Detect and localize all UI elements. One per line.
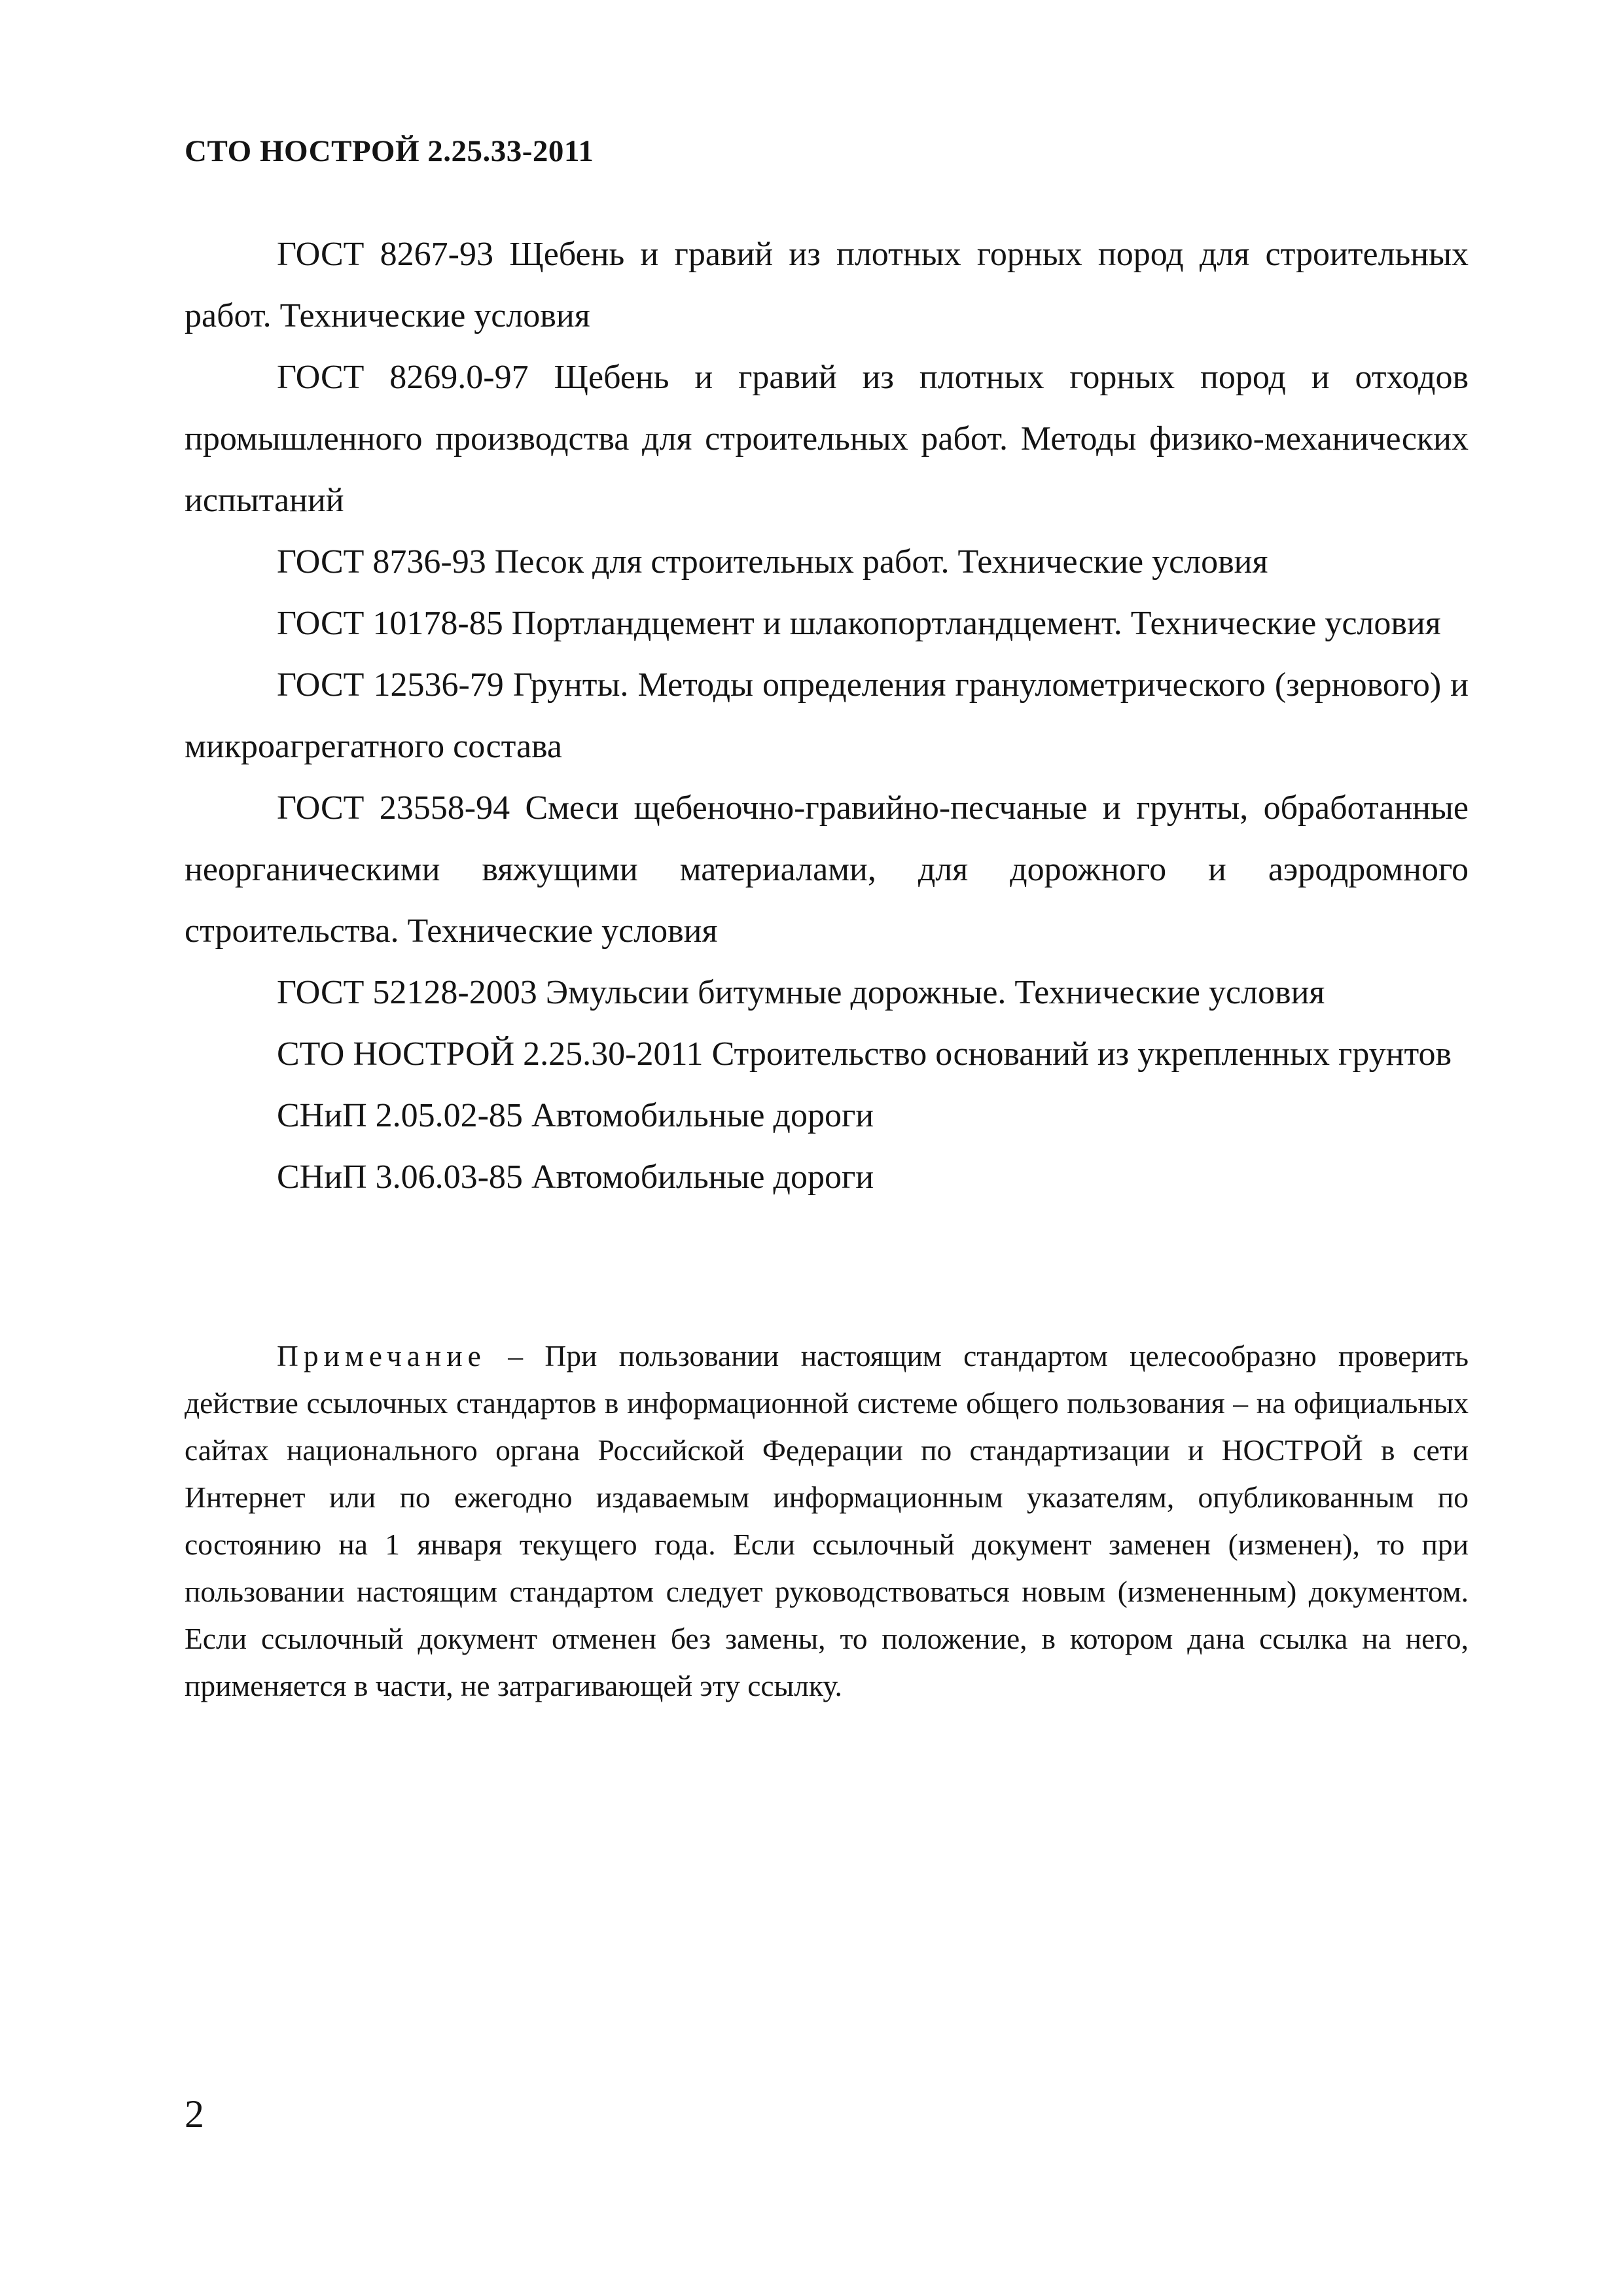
reference-title: Смеси щебеночно-гравийно-песчаные и грунты, обработанные неорганическими вяжущими материалами, для дорожного и аэродромного строительства. Технические условия xyxy=(185,789,1469,950)
reference-designation: ГОСТ 52128-2003 xyxy=(277,974,537,1011)
reference-designation: СТО НОСТРОЙ 2.25.30-2011 xyxy=(277,1035,704,1073)
reference-item xyxy=(185,778,1469,962)
reference-designation: СНиП 2.05.02-85 xyxy=(277,1097,523,1134)
reference-designation: ГОСТ 8269.0-97 xyxy=(277,359,529,396)
reference-title: Грунты. Методы определения гранулометрического (зернового) и микроагрегатного состава xyxy=(185,666,1469,765)
reference-designation: ГОСТ 8267-93 xyxy=(277,236,493,273)
reference-title: Автомобильные дороги xyxy=(531,1097,874,1134)
reference-item xyxy=(185,224,1469,347)
note-paragraph xyxy=(185,1333,1469,1710)
reference-title: Автомобильные дороги xyxy=(531,1158,874,1196)
document-header: СТО НОСТРОЙ 2.25.33-2011 xyxy=(185,134,594,168)
reference-title: Портландцемент и шлакопортландцемент. Технические условия xyxy=(511,605,1441,642)
page-number: 2 xyxy=(185,2092,204,2136)
reference-item xyxy=(185,1024,1469,1085)
reference-item xyxy=(185,655,1469,778)
reference-designation: ГОСТ 23558-94 xyxy=(277,789,510,827)
reference-title: Строительство оснований из укрепленных грунтов xyxy=(711,1035,1452,1073)
reference-item xyxy=(185,593,1469,655)
reference-title: Эмульсии битумные дорожные. Технические условия xyxy=(545,974,1325,1011)
normative-references-list xyxy=(185,224,1469,1208)
reference-title: Песок для строительных работ. Технические условия xyxy=(494,543,1268,581)
reference-designation: ГОСТ 12536-79 xyxy=(277,666,504,704)
reference-title: Щебень и гравий из плотных горных пород и отходов промышленного производства для строительных работ. Методы физико-механических испытаний xyxy=(185,359,1469,519)
note-label: Примечание xyxy=(277,1339,486,1372)
reference-designation: ГОСТ 8736-93 xyxy=(277,543,486,581)
reference-item xyxy=(185,531,1469,593)
reference-title: Щебень и гравий из плотных горных пород для строительных работ. Технические условия xyxy=(185,236,1469,334)
reference-item xyxy=(185,1085,1469,1147)
reference-item xyxy=(185,1147,1469,1208)
note-text: – При пользовании настоящим стандартом целесообразно проверить действие ссылочных стандартов в информационной системе общего пользования – на официальных сайтах национального органа Российской Федерации по стандартизации и НОСТРОЙ в сети Интернет или по ежегодно издаваемым информационным указателям, опубликованным по состоянию на 1 января текущего года. Если ссылочный документ заменен (изменен), то при пользовании настоящим стандартом следует руководствоваться новым (измененным) документом. Если ссылочный документ отменен без замены, то положение, в котором дана ссылка на него, применяется в части, не затрагивающей эту ссылку. xyxy=(185,1339,1469,1702)
reference-designation: ГОСТ 10178-85 xyxy=(277,605,503,642)
reference-item xyxy=(185,962,1469,1024)
reference-item xyxy=(185,347,1469,531)
reference-designation: СНиП 3.06.03-85 xyxy=(277,1158,523,1196)
